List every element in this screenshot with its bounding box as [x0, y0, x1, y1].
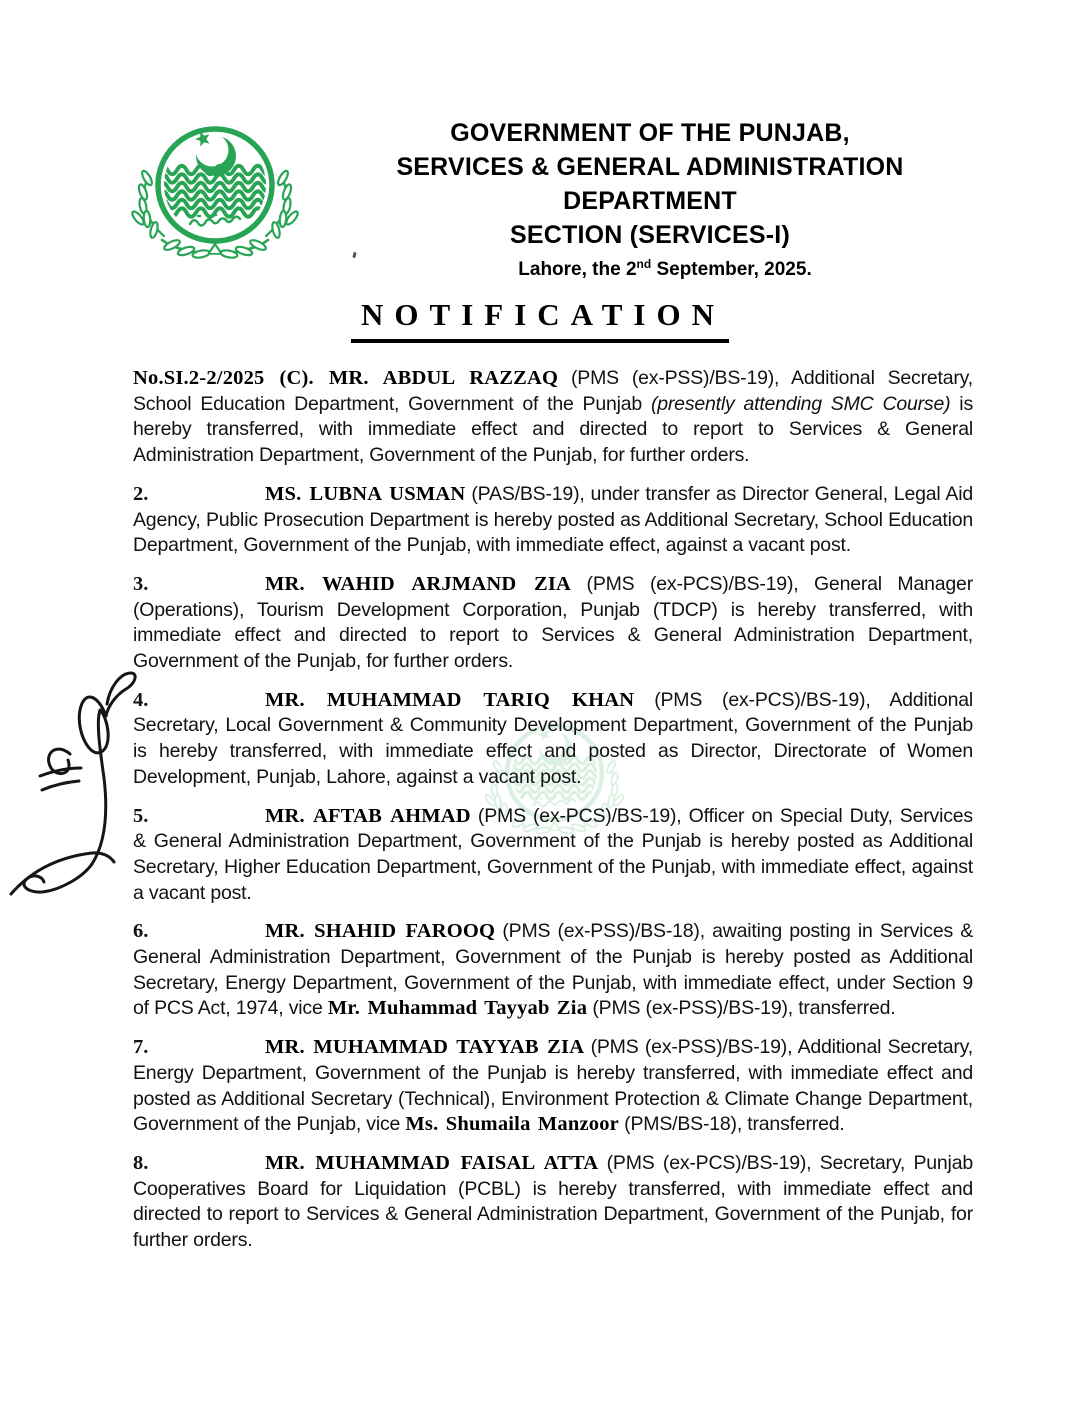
- paragraph-number: 2.: [133, 482, 149, 505]
- bold-name-run: MS. LUBNA USMAN: [265, 482, 466, 505]
- bold-name-run: Mr. Muhammad Tayyab Zia: [327, 997, 588, 1020]
- notification-title: NOTIFICATION: [351, 297, 729, 343]
- text-run: (PMS (ex-PCS)/BS-19), Secretary, Punjab Cooperatives Board for Liquidation (PCBL) is hereby transferred, with immediate effect and directed to report to Services & General Administration Department, Government of the Punjab, for further orders.: [133, 1151, 973, 1252]
- bold-name-run: No.SI.2-2/2025 (C). MR. ABDUL RAZZAQ: [133, 367, 559, 389]
- notification-paragraph: [133, 366, 973, 469]
- date-text: September, 2025.: [651, 259, 812, 280]
- text-run: (PMS (ex-PCS)/BS-19), Officer on Special Duty, Services & General Administration Department, Government of the Punjab is hereby posted as Additional Secretary, Higher Education Department, Government of the Punjab, with immediate effect, against a vacant post.: [133, 804, 973, 904]
- text-run: is hereby transferred, with immediate effect and directed to report to Services & General Administration Department, Government of the Punjab, for further orders.: [133, 392, 973, 467]
- letterhead-line: DEPARTMENT: [563, 187, 737, 215]
- text-run: (PMS (ex-PSS)/BS-19), transferred.: [587, 997, 896, 1020]
- text-run: (PMS (ex-PCS)/BS-19), Additional Secretary, Local Government & Community Development Department, Government of the Punjab is hereby transferred, with immediate effect and posted as Director, Directorate of Women Development, Punjab, Lahore, against a vacant post.: [133, 688, 974, 788]
- notification-paragraph: [133, 572, 973, 675]
- letterhead-line: SERVICES & GENERAL ADMINISTRATION: [396, 153, 904, 181]
- bold-name-run: MR. SHAHID FAROOQ: [265, 920, 496, 943]
- bold-name-run: MR. AFTAB AHMAD: [265, 804, 471, 827]
- italic-text-run: (presently attending SMC Course): [650, 392, 951, 415]
- text-run: (PMS (ex-PSS)/BS-19), Additional Secretary, School Education Department, Government of the Punjab: [133, 367, 973, 415]
- punjab-government-emblem: [128, 112, 308, 262]
- text-run: (PMS (ex-PCS)/BS-19), General Manager (Operations), Tourism Development Corporation, Punjab (TDCP) is hereby transferred, with immediate effect and directed to report to Services & General Administration Department, Government of the Punjab, for further orders.: [133, 572, 973, 673]
- paragraph-number: 8.: [133, 1151, 149, 1174]
- letterhead-line: SECTION (SERVICES-I): [510, 221, 790, 249]
- text-run: (PMS/BS-18), transferred.: [618, 1113, 845, 1136]
- paragraph-number: 4.: [133, 688, 149, 711]
- paragraph-number: 3.: [133, 572, 149, 595]
- bold-name-run: Ms. Shumaila Manzoor: [405, 1113, 619, 1136]
- text-run: (PAS/BS-19), under transfer as Director General, Legal Aid Agency, Public Prosecution Department is hereby posted as Additional Secretary, School Education Department, Government of the Punjab, with immediate effect, against a vacant post.: [133, 482, 973, 557]
- bold-name-run: MR. WAHID ARJMAND ZIA: [265, 572, 572, 595]
- notification-body: [133, 366, 973, 1254]
- notification-paragraph: [133, 804, 973, 907]
- bold-name-run: MR. MUHAMMAD TARIQ KHAN: [265, 688, 635, 711]
- bold-name-run: MR. MUHAMMAD TAYYAB ZIA: [265, 1036, 585, 1059]
- date-ordinal-superscript: nd: [636, 257, 652, 271]
- date-text: Lahore, the 2: [518, 259, 637, 280]
- text-run: (PMS (ex-PSS)/BS-18), awaiting posting in Services & General Administration Department, Government of the Punjab is hereby posted as Additional Secretary, Energy Department, Government of the Punjab, with immediate effect, under Section 9 of PCS Act, 1974, vice: [133, 920, 973, 1020]
- paragraph-number: 7.: [133, 1036, 149, 1059]
- notification-paragraph: [133, 1151, 973, 1254]
- notification-paragraph: [133, 688, 973, 791]
- notification-paragraph: [133, 482, 973, 559]
- date-line: [380, 257, 950, 281]
- text-run: (PMS (ex-PSS)/BS-19), Additional Secretary, Energy Department, Government of the Punjab is hereby transferred, with immediate effect and posted as Additional Secretary (Technical), Environment Protection & Climate Change Department, Government of the Punjab, vice: [133, 1036, 973, 1136]
- handwritten-signature: [4, 664, 142, 902]
- title-wrap: [0, 297, 1080, 343]
- bold-name-run: MR. MUHAMMAD FAISAL ATTA: [265, 1151, 599, 1174]
- paragraph-number: 5.: [133, 804, 149, 827]
- letterhead-line: GOVERNMENT OF THE PUNJAB,: [450, 119, 850, 147]
- ink-speck: [352, 252, 356, 259]
- letterhead: [370, 116, 930, 252]
- paragraph-number: 6.: [133, 920, 149, 943]
- notification-paragraph: [133, 919, 973, 1022]
- notification-paragraph: [133, 1035, 973, 1138]
